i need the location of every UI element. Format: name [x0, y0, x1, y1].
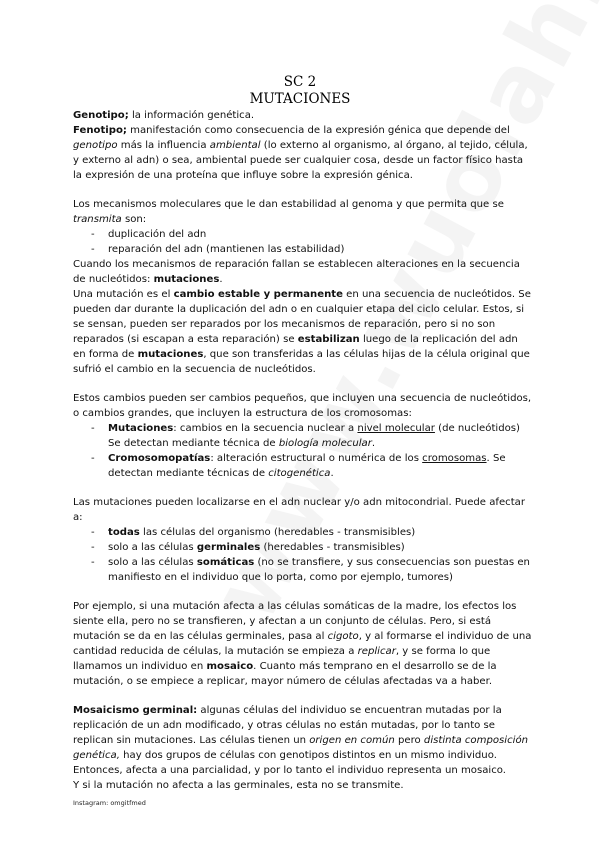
text-run: Los mecanismos moleculares que le dan estabilidad al genoma y que permita que se: [73, 199, 504, 210]
italic-run: genotipo: [73, 140, 118, 151]
text-run: : alteración estructural o numérica de los: [210, 453, 423, 464]
bold-run: Mosaicismo germinal:: [73, 705, 198, 716]
text-run: (heredables - transmisibles): [260, 542, 405, 553]
list-item: [91, 555, 533, 585]
text-run: Una mutación es el: [73, 289, 174, 300]
bold-run: mutaciones: [137, 349, 204, 360]
italic-run: origen en común: [309, 735, 395, 746]
list-item: - duplicación del adn: [91, 227, 533, 242]
italic-run: distinta composición genética,: [73, 735, 529, 761]
genotipo-paragraph: [73, 108, 533, 123]
bold-run: Cromosomopatías: [108, 453, 211, 464]
text-run: .: [330, 468, 334, 479]
bold-run: Mutaciones: [108, 423, 174, 434]
mosaicismo-line-3: Y si la mutación no afecta a las germinales, esta no se transmite.: [73, 780, 404, 791]
text-run: , que son transferidas a las células hijas de la célula original que sufrió el cambio en la secuencia de nucleótidos.: [73, 349, 530, 375]
italic-run: cigoto: [327, 631, 359, 642]
text-run: Cuando los mecanismos de reparación fallan se establecen alteraciones en la secuencia de nucleótidos:: [73, 259, 520, 285]
title-block: [0, 74, 600, 108]
text-run: algunas células del individuo se encuentran mutadas por la replicación de un adn modificado, y otras células no están mutadas, por lo tanto se replican sin mutaciones. Las células tienen un: [73, 705, 502, 746]
list-item: [91, 540, 533, 555]
text-run: en una secuencia de nucleótidos. Se pueden dar durante la duplicación del adn o en cualquier etapa del ciclo celular. Estos, si se sensan, pueden ser reparados por los mecanismos de reparación, pero si no son reparados (si escapan a esta reparación) se: [73, 289, 531, 345]
text-run: .: [371, 438, 376, 449]
fenotipo-paragraph: [73, 123, 533, 183]
cambios-paragraph: Estos cambios pueden ser cambios pequeños, que incluyen una secuencia de nucleótidos, o cambios grandes, que incluyen la estructura de los cromosomas:: [73, 393, 532, 419]
bold-run: mosaico: [206, 661, 254, 672]
italic-run: ambiental: [209, 140, 261, 151]
page-title-code: SC 2: [283, 74, 317, 90]
text-run: : cambios en la secuencia nuclear a: [173, 423, 358, 434]
mosaicismo-paragraph: [73, 703, 533, 763]
mutacion-definition-paragraph: [73, 287, 533, 377]
bold-run: mutaciones: [153, 274, 220, 285]
list-item: [91, 525, 533, 540]
italic-run: citogenética: [268, 468, 331, 479]
bold-run: cambio estable y permanente: [173, 289, 343, 300]
text-run: solo a las células: [108, 557, 197, 568]
text-run: pero: [394, 735, 424, 746]
text-run: (de nucleótidos) Se detectan mediante técnica de: [108, 423, 520, 449]
text-run: son:: [121, 214, 147, 225]
page-title: MUTACIONES: [249, 91, 351, 107]
list-item: [91, 451, 533, 481]
text-run: más la influencia: [117, 140, 210, 151]
genotipo-term: Genotipo;: [73, 110, 129, 121]
text-run: . Cuanto más temprano en el desarrollo se de la mutación, o se empiece a replicar, mayor número de células afectadas va a haber.: [73, 661, 497, 687]
fallo-paragraph: [73, 257, 533, 287]
footer-instagram: Instagram: omgitfmed: [73, 799, 146, 807]
ejemplo-paragraph: [73, 599, 533, 689]
text-run: Por ejemplo, si una mutación afecta a las células somáticas de la madre, los efectos los siente ella, pero no se transfieren, y afectan a un conjunto de células. Pero, si está mutación se da en las células germinales, pasa al: [73, 601, 517, 642]
mecanismos-list: [73, 227, 533, 257]
mosaicismo-line-2: Entonces, afecta a una parcialidad, y por lo tanto el individuo representa un mosaico.: [73, 765, 506, 776]
text-run: (lo externo al organismo, al órgano, al tejido, célula, y externo al adn) o sea, ambiental puede ser cualquier cosa, desde un factor físico hasta la expresión de una proteína que influye sobre la expresión génica.: [73, 140, 528, 181]
underline-run: nivel molecular: [357, 423, 435, 434]
list-item: [91, 421, 533, 451]
italic-run: replicar: [357, 646, 396, 657]
text-run: .: [219, 274, 223, 285]
cambios-list: [73, 421, 533, 481]
fenotipo-term: Fenotipo;: [73, 125, 127, 136]
text-run: (no se transfiere, y sus consecuencias son puestas en manifiesto en el individuo que lo porta, como por ejemplo, tumores): [108, 557, 530, 583]
document-body: [73, 108, 533, 793]
localizacion-list: [73, 525, 533, 585]
italic-run: transmita: [73, 214, 122, 225]
bold-run: todas: [108, 527, 140, 538]
mecanismos-paragraph: [73, 197, 533, 227]
text-run: hay dos grupos de células con genotipos distintos en un mismo individuo.: [119, 750, 497, 761]
text-run: , y al formarse el individuo de una cantidad reducida de células, la mutación se empieza a: [73, 631, 532, 657]
text-run: , y se forma lo que llamamos un individuo en: [73, 646, 491, 672]
italic-run: biología molecular: [278, 438, 372, 449]
localizacion-paragraph: Las mutaciones pueden localizarse en el adn nuclear y/o adn mitocondrial. Puede afectar a:: [73, 497, 526, 523]
list-item: - reparación del adn (mantienen las estabilidad): [91, 242, 533, 257]
genotipo-text: la información genética.: [128, 110, 255, 121]
text-run: solo a las células: [108, 542, 197, 553]
text-run: manifestación como consecuencia de la expresión génica que depende del: [126, 125, 510, 136]
text-run: las células del organismo (heredables - transmisibles): [139, 527, 416, 538]
bold-run: germinales: [196, 542, 261, 553]
underline-run: cromosomas: [422, 453, 487, 464]
text-run: . Se detectan mediante técnicas de: [108, 453, 506, 479]
bold-run: somáticas: [196, 557, 255, 568]
bold-run: estabilizan: [297, 334, 360, 345]
text-run: luego de la replicación del adn en forma de: [73, 334, 518, 360]
